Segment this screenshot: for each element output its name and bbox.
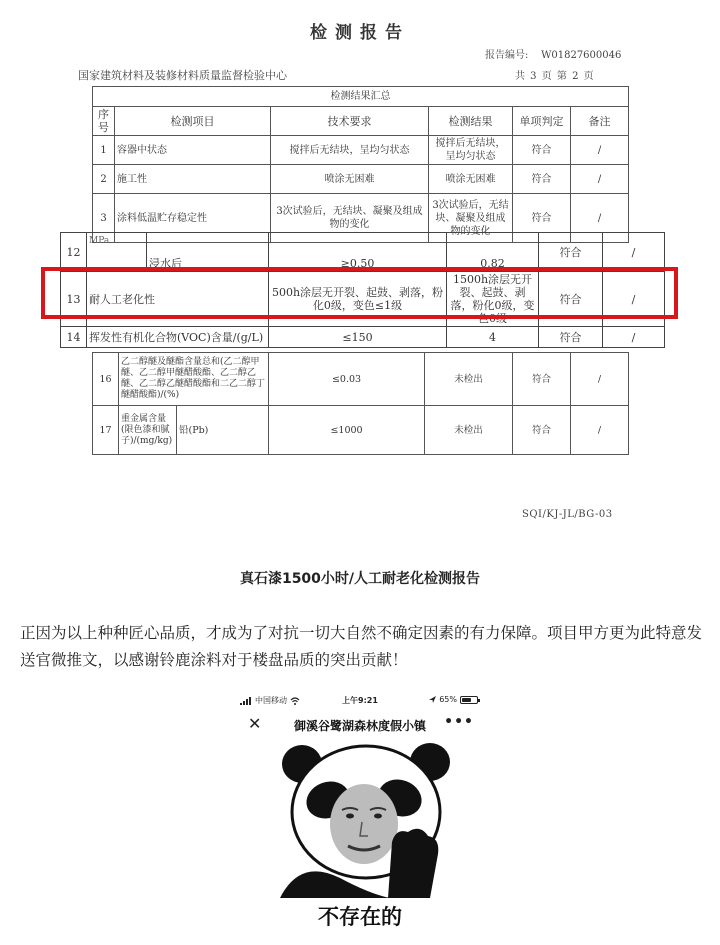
location-icon <box>429 696 436 704</box>
row-note: / <box>603 233 665 272</box>
row-no: 1 <box>93 136 115 165</box>
row-result: 未检出 <box>425 406 513 455</box>
header-requirement: 技术要求 <box>271 107 429 136</box>
status-time: 上午9:21 <box>342 696 378 705</box>
results-table-top <box>92 86 629 243</box>
row-no: 13 <box>61 272 87 327</box>
header-item: 检测项目 <box>115 107 271 136</box>
header-note: 备注 <box>571 107 629 136</box>
table-row <box>93 406 629 455</box>
table-row <box>61 327 665 348</box>
row-item <box>87 233 147 272</box>
row-result: 未检出 <box>425 353 513 406</box>
row-no: 2 <box>93 165 115 194</box>
row-result: 3次试验后，无结块、凝聚及组成物的变化 <box>429 194 513 243</box>
phone-screenshot <box>230 690 490 945</box>
row-note: / <box>603 327 665 348</box>
close-icon[interactable]: ✕ <box>248 714 262 733</box>
row-requirement: 3次试验后，无结块、凝聚及组成物的变化 <box>271 194 429 243</box>
row-judgement: 符合 <box>513 165 571 194</box>
article-paragraph: 正因为以上种种匠心品质，才成为了对抗一切大自然不确定因素的有力保障。项目甲方更为此特意发送官微推文，以感谢铃鹿涂料对于楼盘品质的突出贡献！ <box>20 624 703 669</box>
row-judgement: 符合 <box>513 353 571 406</box>
report-number <box>485 46 621 61</box>
row-note: / <box>571 136 629 165</box>
row-result: 4 <box>447 327 539 348</box>
row-requirement: 喷涂无困难 <box>271 165 429 194</box>
row-subitem: 铅(Pb) <box>177 406 269 455</box>
table-row <box>61 233 665 272</box>
header-result: 检测结果 <box>429 107 513 136</box>
image-caption: 真石漆1500小时/人工耐老化检测报告 <box>239 571 481 587</box>
summary-title: 检测结果汇总 <box>93 87 629 107</box>
meme-caption: 不存在的 <box>318 905 402 929</box>
row-item: 容器中状态 <box>115 136 271 165</box>
report-number-value: W01827600046 <box>541 50 622 61</box>
row-judgement: 符合 <box>539 233 603 272</box>
row-requirement: 搅拌后无结块，呈均匀状态 <box>271 136 429 165</box>
nav-title: 御溪谷鹭湖森林度假小镇 <box>293 719 426 733</box>
row-note: / <box>571 406 629 455</box>
panda-meme-image <box>280 738 450 898</box>
more-icon[interactable]: ••• <box>444 714 474 730</box>
row-requirement: ≤1000 <box>269 406 425 455</box>
status-right <box>429 695 478 704</box>
highlight-box <box>41 267 678 319</box>
row-requirement: ≤150 <box>269 327 447 348</box>
row-item: 耐人工老化性 <box>87 272 269 327</box>
table-row <box>93 353 629 406</box>
row-item: 重金属含量(限色漆和腻子)/(mg/kg) <box>119 406 177 455</box>
row-note: / <box>571 165 629 194</box>
report-title: 检测报告 <box>310 23 410 43</box>
table-row <box>93 165 629 194</box>
row-item-unit: MPa <box>89 236 110 246</box>
row-no: 3 <box>93 194 115 243</box>
header-no: 序号 <box>93 107 115 136</box>
nav-bar <box>230 710 490 740</box>
row-result: 喷涂无困难 <box>429 165 513 194</box>
row-no: 17 <box>93 406 119 455</box>
row-no: 16 <box>93 353 119 406</box>
carrier-name: 中国移动 <box>255 696 287 705</box>
row-no: 14 <box>61 327 87 348</box>
row-judgement: 符合 <box>539 327 603 348</box>
battery-percent: 65% <box>439 695 457 704</box>
header-judgement: 单项判定 <box>513 107 571 136</box>
row-judgement: 符合 <box>513 194 571 243</box>
battery-level <box>462 698 471 702</box>
row-note: / <box>571 194 629 243</box>
report-organization: 国家建筑材料及装修材料质量监督检验中心 <box>78 69 287 82</box>
battery-tip <box>478 699 480 702</box>
row-judgement: 符合 <box>539 272 603 327</box>
row-requirement: 500h涂层无开裂、起鼓、剥落，粉化0级，变色≤1级 <box>269 272 447 327</box>
row-note: / <box>571 353 629 406</box>
report-number-label: 报告编号: <box>485 50 529 61</box>
row-result: 1500h涂层无开裂、起鼓、剥落，粉化0级，变色0级 <box>447 272 539 327</box>
row-item: 乙二醇醚及醚酯含量总和(乙二醇甲醚、乙二醇甲醚醋酸酯、乙二醇乙醚、乙二醇乙醚醋酸酯和二乙二醇丁醚醋酸酯)/(%) <box>119 353 269 406</box>
row-subitem: 浸水后 <box>147 233 269 272</box>
report-page-info: 共 3 页 第 2 页 <box>515 71 595 82</box>
row-no: 12 <box>61 233 87 272</box>
row-note: / <box>603 272 665 327</box>
row-item: 涂料低温贮存稳定性 <box>115 194 271 243</box>
row-item: 施工性 <box>115 165 271 194</box>
status-bar <box>230 692 490 708</box>
row-requirement: ≤0.03 <box>269 353 425 406</box>
row-judgement: 符合 <box>513 136 571 165</box>
row-result: 0.82 <box>447 233 539 272</box>
row-result: 搅拌后无结块，呈均匀状态 <box>429 136 513 165</box>
table-row <box>93 136 629 165</box>
row-judgement: 符合 <box>513 406 571 455</box>
results-table-bottom <box>92 352 629 455</box>
battery-icon <box>460 696 478 704</box>
document-code: SQI/KJ-JL/BG-03 <box>522 509 613 520</box>
row-requirement: ≥0.50 <box>269 233 447 272</box>
row-item: 挥发性有机化合物(VOC)含量/(g/L) <box>87 327 269 348</box>
